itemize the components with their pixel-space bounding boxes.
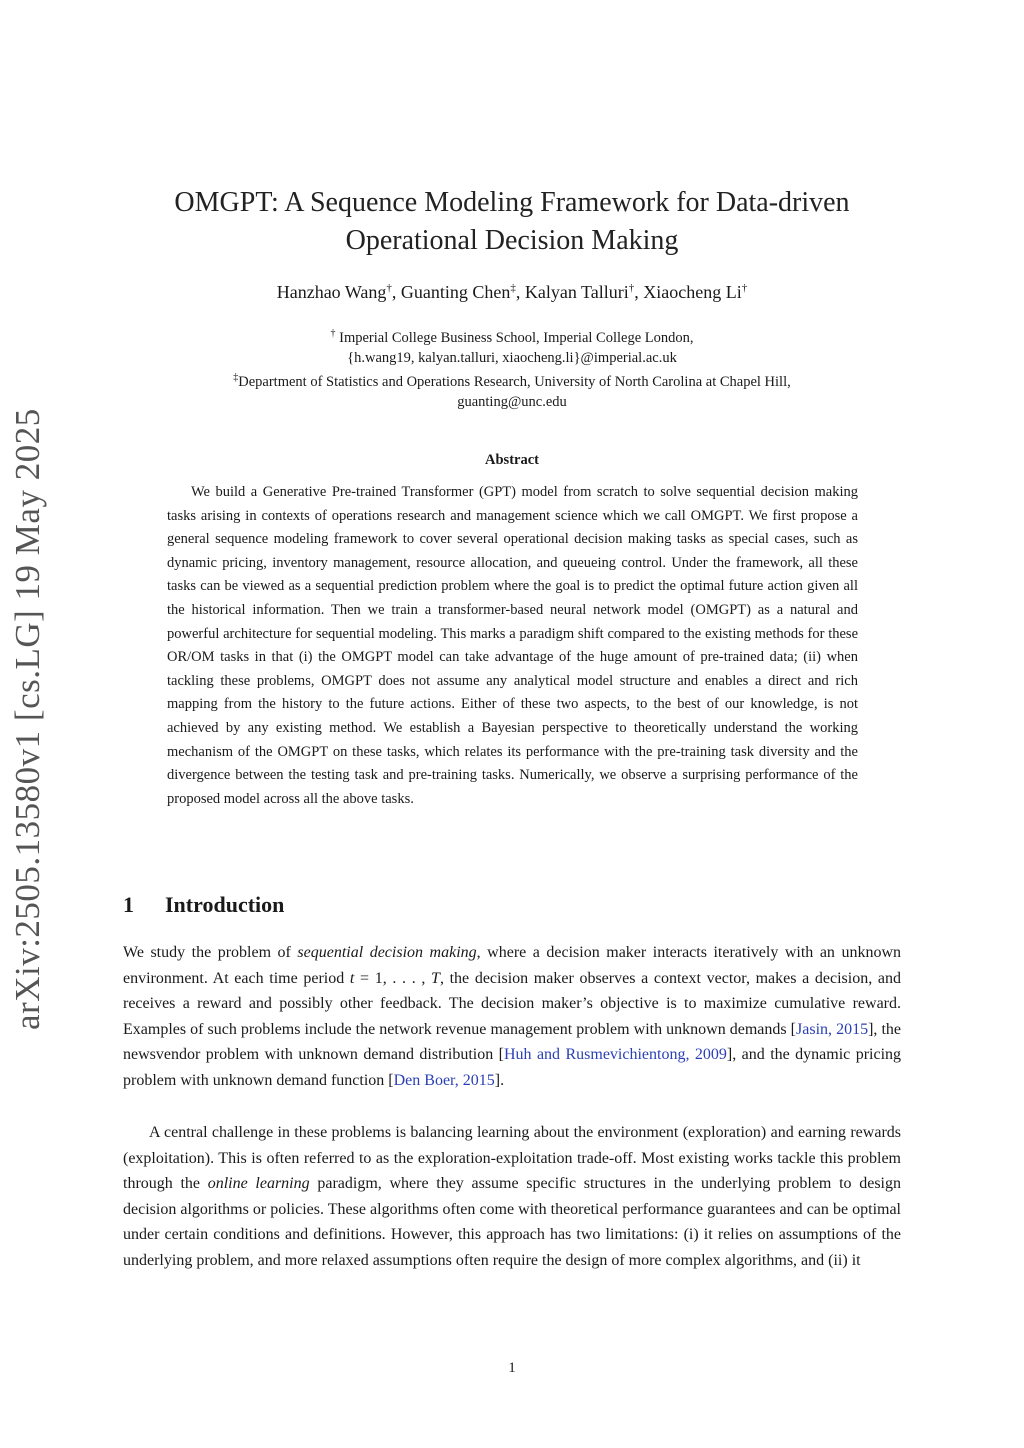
emphasis-text: T xyxy=(431,969,440,987)
author-list xyxy=(120,282,904,303)
emphasis-text: online learning xyxy=(207,1175,310,1193)
text-run: ]. xyxy=(494,1071,505,1089)
affiliations xyxy=(120,324,904,412)
section-number: 1 xyxy=(123,892,134,917)
affiliation-2-email: guanting@unc.edu xyxy=(457,393,567,410)
citation-link[interactable]: Huh and Rusmevichientong, 2009 xyxy=(503,1046,727,1064)
emphasis-text: sequential decision making xyxy=(297,944,477,961)
section-title: Introduction xyxy=(165,892,285,917)
text-run: ], the newsvendor problem with unknown demand distribution [ xyxy=(123,1020,902,1064)
section-heading xyxy=(123,892,284,918)
text-run: , the decision maker observes a context vector, makes a decision, and receives a reward and possibly other feedback. The decision maker’s objective is to maximize cumulative reward. Examples of such problems include the network revenue management problem with unknown demands [ xyxy=(123,969,901,1038)
text-run: A central challenge in these problems is balancing learning about the environment (exploration) and earning rewards (exploitation). This is often referred to as the exploration-exploitation trade-off. Most existing works tackle this problem through the xyxy=(123,1124,901,1193)
text-run: paradigm, where they assume specific structures in the underlying problem to design decision algorithms or policies. These algorithms often come with theoretical performance guarantees and can be optimal under certain conditions and definitions. However, this approach has two limitations: (i) it relies on assumptions of the underlying problem, and more relaxed assumptions often require the design of more complex algorithms, and (ii) it xyxy=(123,1175,901,1269)
author: Kalyan Talluri†, xyxy=(524,282,644,302)
title-line-1: OMGPT: A Sequence Modeling Framework for Data-driven xyxy=(174,187,850,218)
text-run: ], and the dynamic pricing problem with unknown demand function [ xyxy=(123,1046,902,1089)
intro-paragraph-1 xyxy=(123,940,901,1094)
text-run: = 1, . . . , xyxy=(354,969,432,987)
title-line-2: Operational Decision Making xyxy=(345,225,679,256)
author: Guanting Chen‡, xyxy=(400,282,525,302)
affiliation-1: † Imperial College Business School, Imperial College London, xyxy=(330,328,694,346)
text-run: We study the problem of xyxy=(123,944,298,961)
author: Xiaocheng Li† xyxy=(643,282,748,302)
citation-link[interactable]: Jasin, 2015 xyxy=(796,1020,869,1038)
emphasis-text: t xyxy=(349,969,355,987)
affiliation-2: ‡Department of Statistics and Operations Research, University of North Carolina at Chapel Hill, xyxy=(233,371,791,390)
abstract-body: We build a Generative Pre-trained Transformer (GPT) model from scratch to solve sequential decision making tasks arising in contexts of operations research and management science which we call OMGPT. We first propose a general sequence modeling framework to cover several operational decision making tasks as special cases, such as dynamic pricing, inventory management, resource allocation, and queueing control. Under the framework, all these tasks can be viewed as a sequential prediction problem where the goal is to predict the optimal future action given all the historical information. Then we train a transformer-based neural network model (OMGPT) as a natural and powerful architecture for sequential modeling. This marks a paradigm shift compared to the existing methods for these OR/OM tasks in that (i) the OMGPT model can take advantage of the huge amount of pre-trained data; (ii) when tackling these problems, OMGPT does not assume any analytical model structure and enables a direct and rich mapping from the history to the future actions. Either of these two aspects, to the best of our knowledge, is not achieved by any existing method. We establish a Bayesian perspective to theoretically understand the working mechanism of the OMGPT on these tasks, which relates its performance with the pre-training task diversity and the divergence between the testing task and pre-training tasks. Numerically, we observe a surprising performance of the proposed model across all the above tasks. xyxy=(167,484,858,807)
page-number: 1 xyxy=(508,1360,516,1376)
arxiv-identifier-stamp: arXiv:2505.13580v1 [cs.LG] 19 May 2025 xyxy=(8,408,47,1030)
paper-title xyxy=(120,184,904,260)
author: Hanzhao Wang†, xyxy=(276,282,401,302)
citation-link[interactable]: Den Boer, 2015 xyxy=(393,1071,495,1089)
abstract-heading: Abstract xyxy=(485,452,539,468)
affiliation-1-emails: {h.wang19, kalyan.talluri, xiaocheng.li}@imperial.ac.uk xyxy=(347,349,677,366)
text-run: , where a decision maker interacts iteratively with an unknown environment. At each time period xyxy=(123,944,901,987)
intro-paragraph-2 xyxy=(123,1120,901,1274)
